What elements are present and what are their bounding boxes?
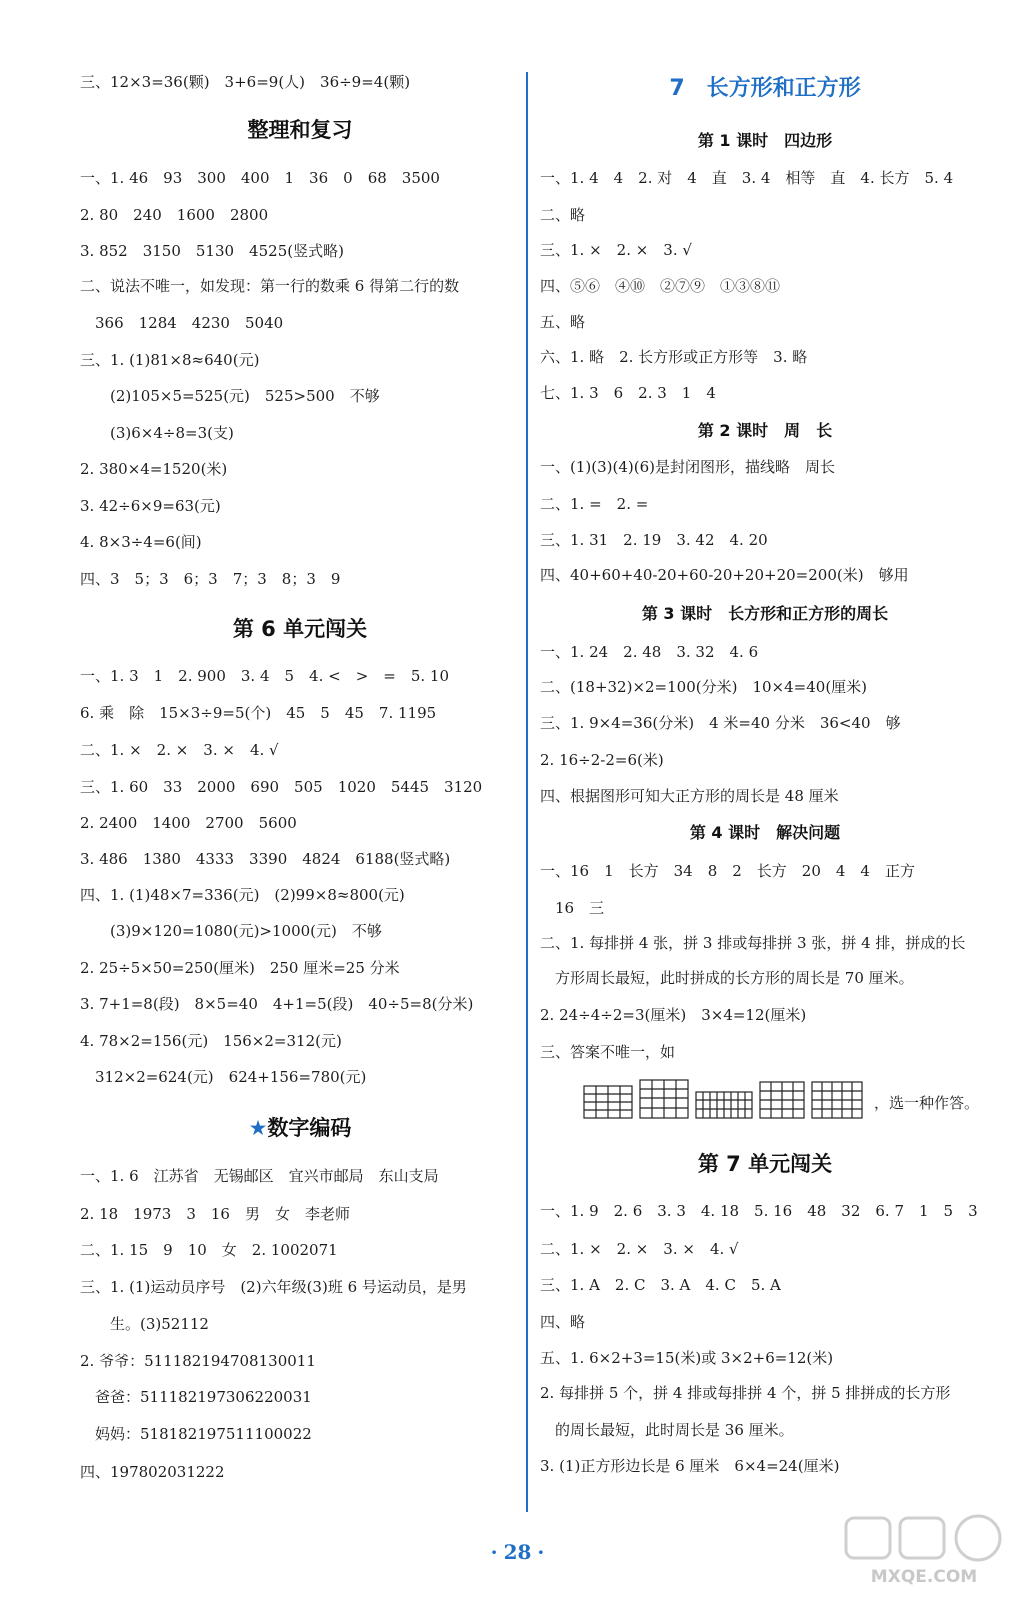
answer-line: 3. (1)正方形边长是 6 厘米 6×4=24(厘米)	[540, 1457, 840, 1475]
answer-line: 七、1. 3 6 2. 3 1 4	[540, 384, 716, 402]
answer-line: 16 三	[540, 899, 605, 917]
section-title-digital-coding	[80, 1114, 520, 1142]
answer-line: 2. 爷爷：511182194708130011	[80, 1352, 316, 1370]
answer-line: 二、(18+32)×2=100(分米) 10×4=40(厘米)	[540, 678, 868, 696]
answer-line: 三、1. 31 2. 19 3. 42 4. 20	[540, 531, 768, 549]
answer-line: 二、略	[540, 206, 586, 224]
answer-line: (3)9×120=1080(元)>1000(元) 不够	[80, 922, 382, 940]
unit-title: 7 长方形和正方形	[669, 76, 861, 101]
page-dot-right: ·	[537, 1540, 545, 1564]
answer-line: 2. 380×4=1520(米)	[80, 460, 228, 478]
answer-line: 3. 7+1=8(段) 8×5=40 4+1=5(段) 40÷5=8(分米)	[80, 995, 474, 1013]
answer-line: 三、1. A 2. C 3. A 4. C 5. A	[540, 1276, 781, 1294]
answer-line: 四、197802031222	[80, 1463, 225, 1481]
answer-line: (3)6×4÷8=3(支)	[80, 424, 234, 442]
section-title-review: 整理和复习	[247, 118, 353, 142]
answer-line: 二、1. 每排拼 4 张，拼 3 排或每排拼 3 张，拼 4 排，拼成的长	[540, 934, 966, 952]
answer-line: 一、1. 3 1 2. 900 3. 4 5 4. < > = 5. 10	[80, 667, 449, 685]
page-number-text: 28	[503, 1540, 532, 1564]
answer-line: (2)105×5=525(元) 525>500 不够	[80, 387, 380, 405]
answer-line: 3. 852 3150 5130 4525(竖式略)	[80, 242, 344, 260]
page-dot-left: ·	[490, 1540, 498, 1564]
answer-line: 四、1. (1)48×7=336(元) (2)99×8≈800(元)	[80, 886, 405, 904]
answer-line: 四、⑤⑥ ④⑩ ②⑦⑨ ①③⑧⑪	[540, 277, 781, 295]
lesson-title-1: 第 1 课时 四边形	[697, 131, 833, 150]
answer-line: 爸爸：511182197306220031	[80, 1388, 312, 1406]
answer-line: 四、略	[540, 1313, 586, 1331]
answer-line: 二、1. 15 9 10 女 2. 1002071	[80, 1241, 338, 1259]
answer-line: 二、1. = 2. =	[540, 495, 649, 513]
answer-line: 妈妈：518182197511100022	[80, 1425, 312, 1443]
answer-line: 四、40+60+40-20+60-20+20+20=200(米) 够用	[540, 566, 909, 584]
answer-line: 2. 25÷5×50=250(厘米) 250 厘米=25 分米	[80, 959, 400, 977]
answer-line: 一、1. 24 2. 48 3. 32 4. 6	[540, 643, 759, 661]
answer-line: 三、1. (1)81×8≈640(元)	[80, 351, 260, 369]
answer-line: 2. 16÷2-2=6(米)	[540, 751, 664, 769]
answer-line: 2. 80 240 1600 2800	[80, 206, 269, 224]
rectangle-arrangement-figures	[582, 1078, 980, 1122]
lesson-title-4: 第 4 课时 解决问题	[689, 823, 841, 842]
answer-line: 2. 24÷4÷2=3(厘米) 3×4=12(厘米)	[540, 1006, 807, 1024]
answer-line: 2. 每排拼 5 个，拼 4 排或每排拼 4 个，拼 5 排拼成的长方形	[540, 1384, 951, 1402]
section-title-unit6: 第 6 单元闯关	[232, 617, 368, 641]
answer-line: 6. 乘 除 15×3÷9=5(个) 45 5 45 7. 1195	[80, 704, 437, 722]
grid-caption: ，选一种作答。	[874, 1094, 980, 1112]
answer-line: 三、1. 60 33 2000 690 505 1020 5445 3120	[80, 778, 483, 796]
column-divider	[526, 72, 528, 1512]
answer-line: 一、1. 4 4 2. 对 4 直 3. 4 相等 直 4. 长方 5. 4	[540, 169, 954, 187]
answer-line: 三、1. × 2. × 3. √	[540, 241, 692, 259]
section-title-text: 数字编码	[267, 1116, 352, 1140]
answer-line: 366 1284 4230 5040	[80, 314, 284, 332]
answer-line: 4. 8×3÷4=6(间)	[80, 533, 202, 551]
answer-line: 五、略	[540, 313, 586, 331]
answer-line: 一、1. 9 2. 6 3. 3 4. 18 5. 16 48 32 6. 7 1 5 3	[540, 1202, 978, 1220]
answer-line: 2. 2400 1400 2700 5600	[80, 814, 297, 832]
answer-line: 三、1. 9×4=36(分米) 4 米=40 分米 36<40 够	[540, 714, 901, 732]
answer-line: 一、1. 46 93 300 400 1 36 0 68 3500	[80, 169, 440, 187]
section-title-unit7: 第 7 单元闯关	[697, 1152, 833, 1176]
answer-line: 二、说法不唯一，如发现：第一行的数乘 6 得第二行的数	[80, 277, 460, 295]
answer-line: 四、3 5；3 6；3 7；3 8；3 9	[80, 570, 341, 588]
answer-line: 方形周长最短，此时拼成的长方形的周长是 70 厘米。	[540, 969, 914, 987]
answer-line: 的周长最短，此时周长是 36 厘米。	[540, 1421, 794, 1439]
lesson-title-3: 第 3 课时 长方形和正方形的周长	[641, 604, 889, 623]
answer-line: 二、1. × 2. × 3. × 4. √	[80, 741, 279, 759]
answer-line: 四、根据图形可知大正方形的周长是 48 厘米	[540, 787, 839, 805]
watermark-text: MXQE.COM	[870, 1567, 978, 1587]
answer-line: 3. 42÷6×9=63(元)	[80, 497, 221, 515]
answer-line: 一、(1)(3)(4)(6)是封闭图形，描线略 周长	[540, 458, 835, 476]
lesson-title-2: 第 2 课时 周 长	[697, 421, 833, 440]
answer-line: 3. 486 1380 4333 3390 4824 6188(竖式略)	[80, 850, 451, 868]
watermark-logo	[840, 1512, 1010, 1588]
answer-line: 2. 18 1973 3 16 男 女 李老师	[80, 1205, 350, 1223]
answer-line: 312×2=624(元) 624+156=780(元)	[80, 1068, 367, 1086]
grid-figures-illustration	[582, 1078, 867, 1122]
answer-line: 六、1. 略 2. 长方形或正方形等 3. 略	[540, 348, 808, 366]
star-icon: ★	[248, 1116, 268, 1140]
answer-line: 三、答案不唯一，如	[540, 1043, 676, 1061]
answer-line: 一、1. 6 江苏省 无锡邮区 宜兴市邮局 东山支局	[80, 1167, 439, 1185]
answer-line: 生。(3)52112	[80, 1315, 209, 1333]
answer-line: 4. 78×2=156(元) 156×2=312(元)	[80, 1032, 342, 1050]
answer-line: 二、1. × 2. × 3. × 4. √	[540, 1240, 739, 1258]
answer-line: 一、16 1 长方 34 8 2 长方 20 4 4 正方	[540, 862, 915, 880]
answer-line: 三、1. (1)运动员序号 (2)六年级(3)班 6 号运动员，是男	[80, 1278, 467, 1296]
answer-line: 五、1. 6×2+3=15(米)或 3×2+6=12(米)	[540, 1349, 834, 1367]
answer-line: 三、12×3=36(颗) 3+6=9(人) 36÷9=4(颗)	[80, 73, 411, 91]
